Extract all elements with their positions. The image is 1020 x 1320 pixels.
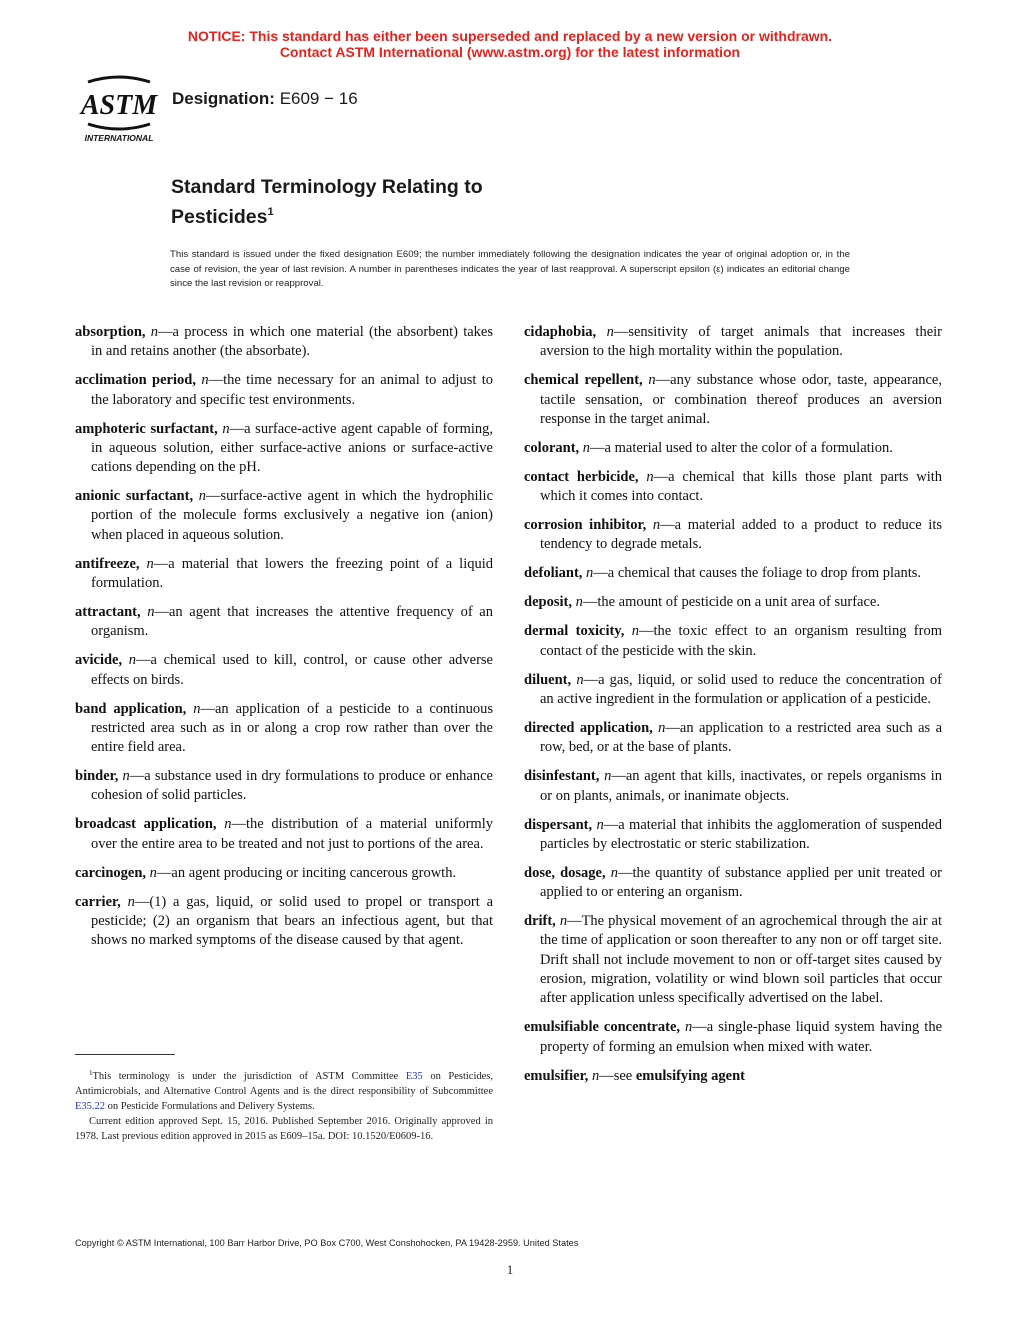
- entry-part-of-speech: n: [604, 768, 612, 785]
- entry-definition: —a chemical that kills those plant parts with which it comes into contact.: [540, 468, 943, 505]
- entry-part-of-speech: n: [596, 816, 604, 833]
- entry-term: colorant,: [524, 439, 580, 456]
- glossary-entry: [524, 439, 942, 458]
- supersession-notice: [0, 28, 1020, 60]
- entry-part-of-speech: n: [658, 719, 666, 736]
- entry-definition: —surface-active agent in which the hydrophilic portion of the molecule forms exclusively a negative ion (anion) when placed in aqueous solution.: [91, 488, 494, 543]
- entry-term: acclimation period,: [75, 372, 196, 389]
- logo-subtext: INTERNATIONAL: [84, 133, 154, 143]
- glossary-entry: [75, 815, 493, 854]
- entry-term: dispersant,: [524, 816, 593, 833]
- entry-definition: —a chemical used to kill, control, or cause other adverse effects on birds.: [91, 652, 493, 688]
- entry-part-of-speech: n: [582, 439, 591, 456]
- glossary-entry: [75, 420, 493, 478]
- glossary-entry: [524, 323, 942, 362]
- entry-part-of-speech: n: [198, 488, 207, 505]
- footnote-text-c: on Pesticide Formulations and Delivery Systems.: [105, 1101, 315, 1112]
- entry-term: diluent,: [524, 671, 572, 688]
- entry-term: contact herbicide,: [524, 468, 639, 485]
- glossary-entry: [524, 912, 942, 1008]
- issued-note: This standard is issued under the fixed designation E609; the number immediately following the designation indicates the year of original adoption or, in the case of revision, the year of last revision. A number in parentheses indicates the year of last reapproval. A superscript epsilon (ε) indicates an editorial change since the last revision or reapproval.: [170, 249, 850, 289]
- entry-term: corrosion inhibitor,: [524, 517, 647, 534]
- glossary-entry: [524, 864, 942, 903]
- title-footnote-mark[interactable]: 1: [267, 206, 274, 218]
- footnote-text-a: This terminology is under the jurisdiction of ASTM Committee: [92, 1071, 406, 1082]
- entry-part-of-speech: n: [128, 652, 137, 669]
- entry-term: dermal toxicity,: [524, 623, 625, 640]
- entry-definition: —the toxic effect to an organism resulting from contact of the pesticide with the skin.: [540, 623, 942, 659]
- glossary-entry: [524, 719, 942, 758]
- entry-definition: —a chemical that causes the foliage to drop from plants.: [593, 565, 922, 582]
- entry-definition: —a process in which one material (the absorbent) takes in and retains another (the absorbate).: [91, 324, 494, 360]
- glossary-entry: [524, 516, 942, 555]
- entry-term: absorption,: [75, 324, 146, 340]
- entry-term: disinfestant,: [524, 768, 600, 785]
- glossary-entry: [524, 671, 942, 710]
- entry-term: dose, dosage,: [524, 864, 606, 881]
- entry-part-of-speech: n: [586, 565, 594, 582]
- entry-definition: —a substance used in dry formulations to produce or enhance cohesion of solid particles.: [91, 768, 493, 804]
- entry-part-of-speech: n: [224, 816, 232, 833]
- entry-definition: —a gas, liquid, or solid used to reduce the concentration of an active ingredient in the formulation or application of a pesticide.: [540, 671, 943, 707]
- title-line-2: Pesticides: [171, 206, 268, 228]
- glossary-entry: [524, 816, 942, 855]
- committee-link[interactable]: E35: [405, 1071, 423, 1082]
- entry-part-of-speech: n: [147, 604, 155, 620]
- entry-term: drift,: [524, 913, 556, 930]
- entry-definition: —the quantity of substance applied per unit treated or applied to or entering an organism.: [540, 864, 942, 901]
- entry-term: carrier,: [75, 893, 121, 910]
- footnote-edition: Current edition approved Sept. 15, 2016. Published September 2016. Originally approved in 1978. Last previous edition approved in 2015 as E609–15a. DOI: 10.1520/E0609-16.: [75, 1116, 493, 1142]
- entry-definition: —sensitivity of target animals that increases their aversion to the high mortality within the population.: [540, 324, 942, 360]
- entry-part-of-speech: n: [606, 324, 614, 340]
- entry-part-of-speech: n: [648, 372, 656, 389]
- entry-part-of-speech: n: [201, 372, 209, 389]
- glossary-entry: [75, 700, 493, 758]
- glossary-entry: [75, 767, 493, 806]
- entry-part-of-speech: n: [222, 420, 230, 437]
- entry-term: defoliant,: [524, 565, 583, 582]
- entry-part-of-speech: n: [193, 700, 201, 717]
- title-line-1: Standard Terminology Relating to: [171, 176, 483, 198]
- notice-line-2: Contact ASTM International (www.astm.org) for the latest information: [279, 44, 741, 60]
- entry-term: emulsifier,: [524, 1067, 589, 1084]
- entry-part-of-speech: n: [149, 864, 157, 881]
- entry-part-of-speech: n: [591, 1067, 600, 1084]
- page-title: [171, 175, 483, 230]
- entry-term: broadcast application,: [75, 816, 217, 833]
- entry-definition: —an agent that increases the attentive frequency of an organism.: [91, 604, 493, 640]
- glossary-entry: [75, 555, 493, 594]
- entry-term: anionic surfactant,: [75, 488, 194, 505]
- entry-definition: —an agent that kills, inactivates, or repels organisms in or on plants, animals, or inanimate objects.: [540, 768, 943, 804]
- entry-part-of-speech: n: [559, 913, 568, 930]
- entry-term: chemical repellent,: [524, 372, 643, 389]
- glossary-entry: [524, 564, 942, 583]
- copyright: Copyright © ASTM International, 100 Barr Harbor Drive, PO Box C700, West Conshohocken, PA 19428-2959. United States: [75, 1238, 579, 1248]
- entry-definition: —The physical movement of an agrochemical through the air at the time of application or soon thereafter to any non or off target site. Drift shall not include movement to non or off-target sites caused by erosion, migration, volatility or wind blown soil particles that occur after application unless specifically advertised on the label.: [540, 913, 943, 1007]
- footnote: [75, 1066, 493, 1144]
- entry-term: emulsifiable concentrate,: [524, 1019, 681, 1036]
- entry-definition: —an application of a pesticide to a continuous restricted area such as in or along a crop row rather than over the entire field area.: [91, 700, 493, 756]
- entry-cross-reference[interactable]: emulsifying agent: [635, 1067, 745, 1084]
- left-column: [75, 323, 493, 960]
- designation: [172, 89, 358, 109]
- entry-definition: —a single-phase liquid system having the property of forming an emulsion when mixed with water.: [540, 1019, 942, 1055]
- entry-part-of-speech: n: [575, 594, 583, 611]
- entry-definition: —the distribution of a material uniformly over the entire area to be treated and not just to portions of the area.: [91, 816, 493, 852]
- entry-part-of-speech: n: [150, 324, 159, 340]
- designation-label: Designation:: [172, 89, 275, 108]
- entry-definition: —an agent producing or inciting cancerous growth.: [156, 864, 457, 881]
- entry-term: attractant,: [75, 604, 141, 620]
- entry-definition: —an application to a restricted area such as a row, bed, or at the base of plants.: [540, 719, 943, 756]
- glossary-entry: [75, 864, 493, 883]
- glossary-entry: [75, 893, 493, 951]
- right-column: [524, 323, 942, 1096]
- entry-term: antifreeze,: [75, 555, 140, 572]
- glossary-entry: [524, 1018, 942, 1057]
- entry-part-of-speech: n: [646, 468, 654, 485]
- logo-mark-text: ASTM: [80, 90, 158, 121]
- glossary-entry: [75, 603, 493, 642]
- glossary-entry: [75, 651, 493, 690]
- footnote-text-b: on Pesticides, Antimicrobials, and Alternative Control Agents and is the direct responsibility of Subcommittee: [75, 1071, 494, 1097]
- entry-term: carcinogen,: [75, 864, 147, 881]
- entry-definition: —the amount of pesticide on a unit area of surface.: [582, 594, 880, 611]
- astm-logo-icon: [76, 74, 162, 144]
- entry-definition: —(1) a gas, liquid, or solid used to propel or transport a pesticide; (2) an organism that bears an infectious agent, but that shows no marked symptoms of the disease caused by that agent.: [91, 893, 493, 949]
- entry-part-of-speech: n: [652, 517, 661, 534]
- entry-part-of-speech: n: [122, 768, 130, 785]
- glossary-entry: [524, 1067, 942, 1086]
- entry-term: directed application,: [524, 719, 653, 736]
- entry-definition: —a material used to alter the color of a formulation.: [590, 439, 893, 456]
- entry-part-of-speech: n: [576, 671, 584, 688]
- entry-term: binder,: [75, 768, 119, 785]
- entry-definition: —a material that lowers the freezing point of a liquid formulation.: [91, 555, 493, 592]
- notice-line-1: NOTICE: This standard has either been superseded and replaced by a new version or withdrawn.: [187, 28, 833, 44]
- entry-part-of-speech: n: [146, 555, 154, 572]
- entry-definition: —a material that inhibits the agglomeration of suspended particles by electrostatic or steric stabilization.: [540, 816, 943, 852]
- subcommittee-link[interactable]: E35.22: [75, 1101, 106, 1112]
- entry-term: deposit,: [524, 594, 572, 611]
- entry-definition: —the time necessary for an animal to adjust to the laboratory and specific test environments.: [91, 372, 493, 408]
- entry-definition: —see: [599, 1067, 636, 1084]
- entry-definition: —a material added to a product to reduce its tendency to degrade metals.: [540, 517, 943, 553]
- entry-part-of-speech: n: [127, 893, 135, 910]
- entry-definition: —a surface-active agent capable of forming, in aqueous solution, either surface-active anions or surface-active cations depending on the pH.: [91, 420, 494, 476]
- entry-part-of-speech: n: [685, 1019, 693, 1036]
- glossary-entry: [75, 371, 493, 410]
- entry-part-of-speech: n: [631, 623, 639, 640]
- astm-international-logo: [76, 74, 162, 144]
- designation-code: E609 − 16: [279, 89, 358, 108]
- glossary-entry: [75, 487, 493, 545]
- glossary-entry: [524, 371, 942, 429]
- footnote-divider: [75, 1054, 175, 1055]
- entry-term: amphoteric surfactant,: [75, 420, 218, 437]
- entry-term: band application,: [75, 700, 187, 717]
- entry-term: avicide,: [75, 652, 123, 669]
- page-number: 1: [506, 1262, 514, 1277]
- footnote-mark: 1: [89, 1069, 93, 1077]
- glossary-entry: [524, 767, 942, 806]
- entry-part-of-speech: n: [610, 864, 618, 881]
- entry-definition: —any substance whose odor, taste, appearance, tactile sensation, or combination thereof produces an aversion response in the target animal.: [540, 372, 942, 427]
- glossary-entry: [524, 593, 942, 612]
- glossary-entry: [524, 622, 942, 661]
- glossary-entry: [524, 468, 942, 507]
- entry-term: cidaphobia,: [524, 324, 597, 340]
- glossary-entry: [75, 323, 493, 362]
